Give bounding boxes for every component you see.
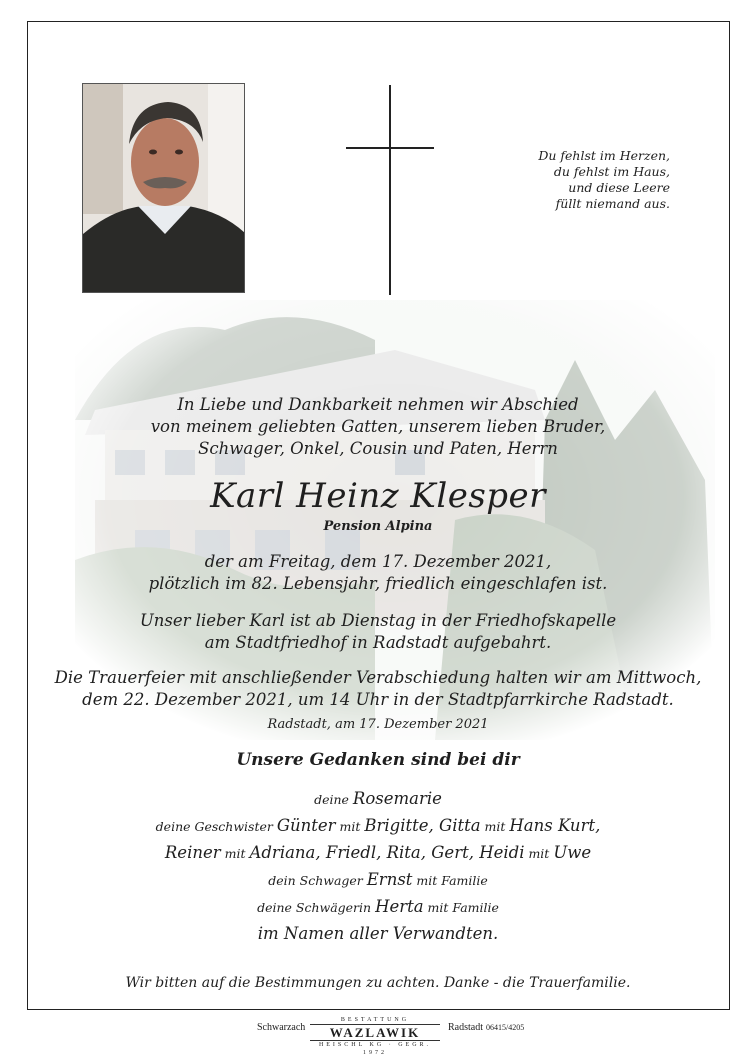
poem-line: füllt niemand aus. [555,196,670,211]
request-text: Wir bitten auf die Bestimmungen zu achten. Danke - die Trauerfamilie. [125,975,631,991]
chapel-line: Unser lieber Karl ist ab Dienstag in der Friedhofskapelle [139,611,617,630]
family-line-brother-in-law [28,867,728,894]
family-text: mit [524,846,554,861]
family-text: deine Geschwister [155,819,277,834]
cross-icon-horizontal [346,147,434,149]
funeral-line: dem 22. Dezember 2021, um 14 Uhr in der Stadtpfarrkirche Radstadt. [82,690,674,709]
footer-location-right: Radstadt [448,1022,483,1033]
family-line-siblings-2 [28,840,728,867]
family-name: Adriana, Friedl, Rita, Gert, Heidi [249,843,525,862]
company-name: Pension Alpina [323,519,433,534]
poem-line: du fehlst im Haus, [553,164,670,179]
family-line-relatives: im Namen aller Verwandten. [257,924,499,943]
poem [470,148,670,212]
family-text: mit Familie [423,900,499,915]
intro-text [28,394,728,460]
family-text: mit Familie [412,873,488,888]
family-name: Hans Kurt, [509,816,601,835]
footer-phone: 06415/4205 [486,1023,525,1032]
thoughts-heading: Unsere Gedanken sind bei dir [236,750,520,770]
intro-line: In Liebe und Dankbarkeit nehmen wir Abschied [177,395,579,414]
family-name: Ernst [366,870,413,889]
family-text: mit [220,846,250,861]
family-line-spouse [28,786,728,813]
portrait-photo [82,83,245,293]
poem-line: und diese Leere [568,180,670,195]
place-date: Radstadt, am 17. Dezember 2021 [267,717,489,732]
funeral-text [28,667,728,711]
family-name: Uwe [553,843,592,862]
logo-top-text: BESTATTUNG [340,1017,410,1023]
family-text: dein Schwager [268,873,367,888]
family-line-sister-in-law [28,894,728,921]
family-name: Rosemarie [352,789,442,808]
family-text: mit [480,819,510,834]
family-list [28,786,728,947]
chapel-line: am Stadtfriedhof in Radstadt aufgebahrt. [204,633,552,652]
family-text: deine Schwägerin [257,900,376,915]
death-text [28,551,728,595]
footer [0,1016,749,1056]
logo-bottom-text: HEISCHL KG · GEGR. 1972 [318,1042,432,1056]
family-text: mit [335,819,365,834]
logo-name: WAZLAWIK [310,1024,440,1041]
cross-icon-vertical [389,85,391,295]
family-name: Brigitte, Gitta [364,816,481,835]
intro-line: Schwager, Onkel, Cousin und Paten, Herrn [198,439,558,458]
family-name: Herta [375,897,424,916]
poem-line: Du fehlst im Herzen, [538,148,670,163]
footer-location-left: Schwarzach [257,1022,306,1033]
chapel-text [28,610,728,654]
family-line-siblings [28,813,728,840]
funeral-line: Die Trauerfeier mit anschließender Verabschiedung halten wir am Mittwoch, [54,668,702,687]
funeral-home-logo [310,1016,440,1057]
family-text: deine [314,792,353,807]
death-line: der am Freitag, dem 17. Dezember 2021, [204,552,552,571]
family-name: Günter [276,816,336,835]
family-name: Reiner [164,843,221,862]
intro-line: von meinem geliebten Gatten, unserem lieben Bruder, [150,417,606,436]
death-line: plötzlich im 82. Lebensjahr, friedlich eingeschlafen ist. [148,574,608,593]
deceased-name: Karl Heinz Klesper [210,476,546,516]
